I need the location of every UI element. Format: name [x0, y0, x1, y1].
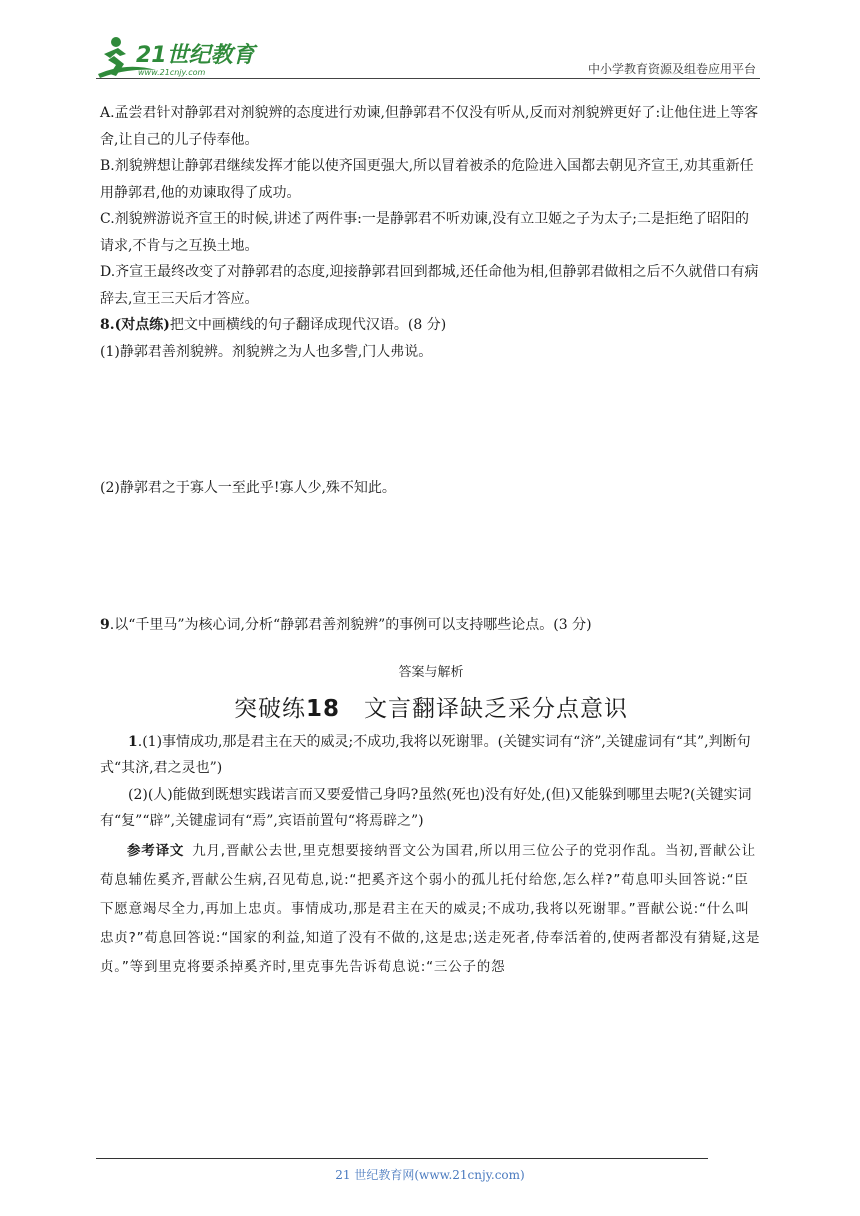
question-9-text: .以“千里马”为核心词,分析“静郭君善剂貌辨”的事例可以支持哪些论点。(3 分): [109, 616, 592, 633]
answers-heading: 答案与解析: [398, 665, 464, 680]
page-content: [100, 100, 762, 982]
answer-2: (2)(人)能做到既想实践诺言而又要爱惜己身吗?虽然(死也)没有好处,(但)又能躲到哪里去呢?(关键实词有“复”“辟”,关键虚词有“焉”,宾语前置句“将焉辟之”): [100, 786, 752, 829]
question-8: [100, 312, 762, 339]
page-header: [96, 30, 760, 80]
header-divider: [96, 78, 760, 79]
answer-space: [100, 502, 762, 612]
answer-1-text: .(1)事情成功,那是君主在天的威灵;不成功,我将以死谢罪。(关键实词有“济”,关键虚词有“其”,判断句式“其济,君之灵也”): [100, 733, 751, 776]
question-8-text: 把文中画横线的句子翻译成现代汉语。(8 分): [169, 317, 447, 333]
header-platform-name: 中小学教育资源及组卷应用平台: [587, 62, 756, 76]
question-8-sub2: (2)静郭君之于寡人一至此乎!寡人少,殊不知此。: [100, 480, 396, 496]
logo-21cnjy: [96, 34, 266, 80]
option-a: A.孟尝君针对静郭君对剂貌辨的态度进行劝谏,但静郭君不仅没有听从,反而对剂貌辨更好了:让他住进上等客舍,让自己的儿子侍奉他。: [100, 105, 759, 148]
section-title-suffix: 文言翻译缺乏采分点意识: [364, 695, 628, 722]
question-9: [100, 612, 762, 639]
question-8-sub1: (1)静郭君善剂貌辨。剂貌辨之为人也多訾,门人弗说。: [100, 343, 433, 360]
reference-translation-text: 九月,晋献公去世,里克想要接纳晋文公为国君,所以用三位公子的党羽作乱。当初,晋献公让荀息辅佐奚齐,晋献公生病,召见荀息,说:“把奚齐这个弱小的孤儿托付给您,怎么样?”荀息叩头回答说:“臣下愿意竭尽全力,再加上忠贞。事情成功,那是君主在天的威灵;不成功,我将以死谢罪。”晋献公说:“什么叫忠贞?”荀息回答说:“国家的利益,知道了没有不做的,这是忠;送走死者,侍奉活着的,使两者都没有猜疑,这是贞。”等到里克将要杀掉奚齐时,里克事先告诉荀息说:“三公子的怨: [100, 842, 761, 975]
question-9-number: 9: [100, 616, 110, 633]
reference-translation: [100, 837, 762, 982]
question-8-tag: .(对点练): [109, 317, 170, 333]
option-d: D.齐宣王最终改变了对静郭君的态度,迎接静郭君回到都城,还任命他为相,但静郭君做相之后不久就借口有病辞去,宣王三天后才答应。: [100, 264, 759, 307]
logo-url: www.21cnjy.com: [138, 68, 206, 77]
section-number: 18: [305, 695, 340, 722]
reference-translation-label: 参考译文: [127, 842, 185, 859]
answer-space: [100, 365, 762, 475]
option-b: B.剂貌辨想让静郭君继续发挥才能以使齐国更强大,所以冒着被杀的危险进入国都去朝见齐宣王,劝其重新任用静郭君,他的劝谏取得了成功。: [100, 158, 754, 201]
footer-divider: [96, 1158, 708, 1159]
question-8-number: 8: [100, 317, 110, 333]
section-title: [100, 693, 762, 725]
logo-text: 21世纪教育: [136, 43, 255, 68]
answer-1: [100, 729, 762, 782]
answer-1-number: 1: [128, 733, 138, 750]
footer-link[interactable]: 21 世纪教育网(www.21cnjy.com): [335, 1168, 525, 1182]
section-title-prefix: 突破练: [233, 695, 306, 722]
option-c: C.剂貌辨游说齐宣王的时候,讲述了两件事:一是静郭君不听劝谏,没有立卫姬之子为太子;二是拒绝了昭阳的请求,不肯与之互换土地。: [100, 211, 749, 254]
